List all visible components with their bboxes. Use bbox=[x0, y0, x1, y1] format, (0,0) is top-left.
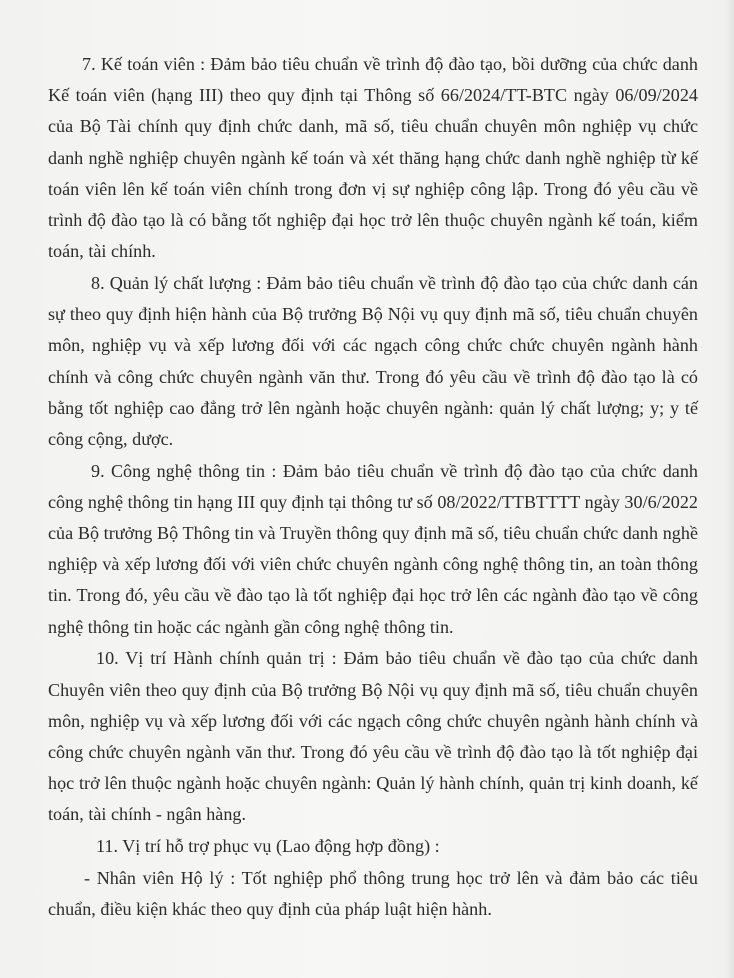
paragraph-item-10: 10. Vị trí Hành chính quản trị : Đảm bảo tiêu chuẩn về đào tạo của chức danh Chuyên viên theo quy định của Bộ trưởng Bộ Nội vụ quy định mã số, tiêu chuẩn chuyên môn, nghiệp vụ và xếp lương đối với các ngạch công chức chuyên ngành hành chính và công chức chuyên ngành văn thư. Trong đó yêu cầu về trình độ đào tạo là tốt nghiệp đại học trở lên thuộc ngành hoặc chuyên ngành: Quản lý hành chính, quản trị kinh doanh, kế toán, tài chính - ngân hàng. bbox=[48, 648, 698, 825]
paragraph-item-8: 8. Quản lý chất lượng : Đảm bảo tiêu chuẩn về trình độ đào tạo của chức danh cán sự theo quy định hiện hành của Bộ trưởng Bộ Nội vụ quy định mã số, tiêu chuẩn chuyên môn, nghiệp vụ và xếp lương đối với các ngạch công chức chức chuyên ngành hành chính và công chức chuyên ngành văn thư. Trong đó yêu cầu về trình độ đào tạo là có bằng tốt nghiệp cao đẳng trở lên ngành hoặc chuyên ngành: quản lý chất lượng; y; y tế công cộng, dược. bbox=[48, 272, 698, 449]
document-body bbox=[48, 49, 698, 925]
paragraph-item-11: 11. Vị trí hỗ trợ phục vụ (Lao động hợp đồng) : bbox=[96, 836, 440, 857]
paragraph-item-7: 7. Kế toán viên : Đảm bảo tiêu chuẩn về trình độ đào tạo, bồi dưỡng của chức danh Kế toán viên (hạng III) theo quy định tại Thông số 66/2024/TT-BTC ngày 06/09/2024 của Bộ Tài chính quy định chức danh, mã số, tiêu chuẩn chuyên môn nghiệp vụ chức danh nghề nghiệp chuyên ngành kế toán và xét thăng hạng chức danh nghề nghiệp từ kế toán viên lên kế toán viên chính trong đơn vị sự nghiệp công lập. Trong đó yêu cầu về trình độ đào tạo là có bằng tốt nghiệp đại học trở lên thuộc chuyên ngành kế toán, kiểm toán, tài chính. bbox=[48, 54, 698, 262]
paragraph-item-9: 9. Công nghệ thông tin : Đảm bảo tiêu chuẩn về trình độ đào tạo của chức danh công nghệ thông tin hạng III quy định tại thông tư số 08/2022/TTBTTTT ngày 30/6/2022 của Bộ trưởng Bộ Thông tin và Truyền thông quy định mã số, tiêu chuẩn chức danh nghề nghiệp và xếp lương đối với viên chức chuyên ngành công nghệ thông tin, an toàn thông tin. Trong đó, yêu cầu về đào tạo là tốt nghiệp đại học trở lên các ngành đào tạo về công nghệ thông tin hoặc các ngành gần công nghệ thông tin. bbox=[48, 460, 698, 637]
paragraph-item-11-subitem: - Nhân viên Hộ lý : Tốt nghiệp phổ thông trung học trở lên và đảm bảo các tiêu chuẩn, điều kiện khác theo quy định của pháp luật hiện hành. bbox=[48, 867, 698, 919]
